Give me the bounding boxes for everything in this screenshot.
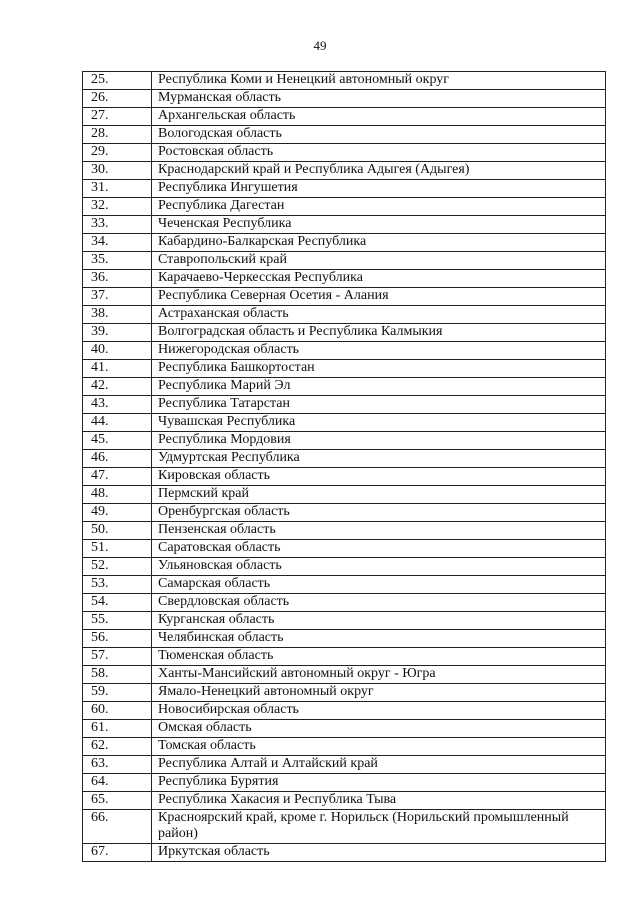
table-row bbox=[83, 558, 606, 576]
table-row bbox=[83, 216, 606, 234]
row-number: 34. bbox=[83, 234, 152, 252]
row-number: 28. bbox=[83, 126, 152, 144]
table-row bbox=[83, 774, 606, 792]
region-name: Ставропольский край bbox=[152, 252, 606, 270]
row-number: 29. bbox=[83, 144, 152, 162]
row-number: 51. bbox=[83, 540, 152, 558]
region-name: Республика Башкортостан bbox=[152, 360, 606, 378]
region-name: Томская область bbox=[152, 738, 606, 756]
row-number: 40. bbox=[83, 342, 152, 360]
region-name: Ханты-Мансийский автономный округ - Югра bbox=[152, 666, 606, 684]
regions-table bbox=[82, 71, 606, 862]
region-name: Чеченская Республика bbox=[152, 216, 606, 234]
table-row bbox=[83, 666, 606, 684]
table-row bbox=[83, 630, 606, 648]
row-number: 54. bbox=[83, 594, 152, 612]
region-name: Республика Алтай и Алтайский край bbox=[152, 756, 606, 774]
table-row bbox=[83, 738, 606, 756]
region-name: Саратовская область bbox=[152, 540, 606, 558]
table-row bbox=[83, 270, 606, 288]
region-name: Республика Хакасия и Республика Тыва bbox=[152, 792, 606, 810]
region-name: Кировская область bbox=[152, 468, 606, 486]
table-row bbox=[83, 234, 606, 252]
table-row bbox=[83, 90, 606, 108]
table-row bbox=[83, 522, 606, 540]
region-name: Астраханская область bbox=[152, 306, 606, 324]
region-name: Омская область bbox=[152, 720, 606, 738]
table-row bbox=[83, 378, 606, 396]
region-name: Республика Коми и Ненецкий автономный округ bbox=[152, 72, 606, 90]
region-name: Кабардино-Балкарская Республика bbox=[152, 234, 606, 252]
table-row bbox=[83, 144, 606, 162]
region-name: Вологодская область bbox=[152, 126, 606, 144]
table-row bbox=[83, 342, 606, 360]
region-name: Республика Мордовия bbox=[152, 432, 606, 450]
table-row bbox=[83, 720, 606, 738]
table-row bbox=[83, 648, 606, 666]
regions-table-body bbox=[83, 72, 606, 862]
table-row bbox=[83, 792, 606, 810]
region-name: Тюменская область bbox=[152, 648, 606, 666]
row-number: 63. bbox=[83, 756, 152, 774]
row-number: 31. bbox=[83, 180, 152, 198]
table-row bbox=[83, 450, 606, 468]
region-name: Челябинская область bbox=[152, 630, 606, 648]
row-number: 30. bbox=[83, 162, 152, 180]
region-name: Курганская область bbox=[152, 612, 606, 630]
table-row bbox=[83, 702, 606, 720]
row-number: 27. bbox=[83, 108, 152, 126]
table-row bbox=[83, 540, 606, 558]
table-row bbox=[83, 162, 606, 180]
table-row bbox=[83, 414, 606, 432]
table-row bbox=[83, 504, 606, 522]
table-row bbox=[83, 198, 606, 216]
row-number: 26. bbox=[83, 90, 152, 108]
region-name: Иркутская область bbox=[152, 844, 606, 862]
row-number: 35. bbox=[83, 252, 152, 270]
table-row bbox=[83, 324, 606, 342]
region-name: Пензенская область bbox=[152, 522, 606, 540]
regions-table-wrapper bbox=[82, 71, 604, 862]
row-number: 46. bbox=[83, 450, 152, 468]
row-number: 56. bbox=[83, 630, 152, 648]
row-number: 44. bbox=[83, 414, 152, 432]
region-name: Карачаево-Черкесская Республика bbox=[152, 270, 606, 288]
row-number: 36. bbox=[83, 270, 152, 288]
region-name: Самарская область bbox=[152, 576, 606, 594]
row-number: 38. bbox=[83, 306, 152, 324]
table-row bbox=[83, 594, 606, 612]
region-name: Свердловская область bbox=[152, 594, 606, 612]
row-number: 59. bbox=[83, 684, 152, 702]
region-name: Красноярский край, кроме г. Норильск (Норильский промышленный район) bbox=[152, 810, 606, 844]
row-number: 43. bbox=[83, 396, 152, 414]
row-number: 52. bbox=[83, 558, 152, 576]
region-name: Республика Татарстан bbox=[152, 396, 606, 414]
region-name: Новосибирская область bbox=[152, 702, 606, 720]
row-number: 67. bbox=[83, 844, 152, 862]
table-row bbox=[83, 576, 606, 594]
table-row bbox=[83, 288, 606, 306]
row-number: 55. bbox=[83, 612, 152, 630]
table-row bbox=[83, 126, 606, 144]
table-row bbox=[83, 72, 606, 90]
row-number: 47. bbox=[83, 468, 152, 486]
row-number: 41. bbox=[83, 360, 152, 378]
row-number: 50. bbox=[83, 522, 152, 540]
region-name: Республика Северная Осетия - Алания bbox=[152, 288, 606, 306]
table-row bbox=[83, 432, 606, 450]
row-number: 60. bbox=[83, 702, 152, 720]
region-name: Республика Марий Эл bbox=[152, 378, 606, 396]
table-row bbox=[83, 810, 606, 844]
row-number: 32. bbox=[83, 198, 152, 216]
row-number: 37. bbox=[83, 288, 152, 306]
row-number: 33. bbox=[83, 216, 152, 234]
row-number: 57. bbox=[83, 648, 152, 666]
region-name: Республика Ингушетия bbox=[152, 180, 606, 198]
region-name: Республика Бурятия bbox=[152, 774, 606, 792]
region-name: Волгоградская область и Республика Калмыкия bbox=[152, 324, 606, 342]
table-row bbox=[83, 486, 606, 504]
region-name: Ямало-Ненецкий автономный округ bbox=[152, 684, 606, 702]
table-row bbox=[83, 756, 606, 774]
row-number: 58. bbox=[83, 666, 152, 684]
row-number: 61. bbox=[83, 720, 152, 738]
region-name: Ульяновская область bbox=[152, 558, 606, 576]
region-name: Оренбургская область bbox=[152, 504, 606, 522]
row-number: 64. bbox=[83, 774, 152, 792]
table-row bbox=[83, 108, 606, 126]
region-name: Архангельская область bbox=[152, 108, 606, 126]
row-number: 53. bbox=[83, 576, 152, 594]
page-number: 49 bbox=[313, 38, 327, 53]
region-name: Ростовская область bbox=[152, 144, 606, 162]
region-name: Республика Дагестан bbox=[152, 198, 606, 216]
region-name: Мурманская область bbox=[152, 90, 606, 108]
row-number: 42. bbox=[83, 378, 152, 396]
table-row bbox=[83, 360, 606, 378]
row-number: 45. bbox=[83, 432, 152, 450]
table-row bbox=[83, 396, 606, 414]
region-name: Нижегородская область bbox=[152, 342, 606, 360]
region-name: Пермский край bbox=[152, 486, 606, 504]
row-number: 25. bbox=[83, 72, 152, 90]
row-number: 49. bbox=[83, 504, 152, 522]
table-row bbox=[83, 468, 606, 486]
table-row bbox=[83, 684, 606, 702]
region-name: Краснодарский край и Республика Адыгея (Адыгея) bbox=[152, 162, 606, 180]
row-number: 66. bbox=[83, 810, 152, 844]
table-row bbox=[83, 252, 606, 270]
table-row bbox=[83, 180, 606, 198]
region-name: Чувашская Республика bbox=[152, 414, 606, 432]
row-number: 48. bbox=[83, 486, 152, 504]
table-row bbox=[83, 612, 606, 630]
table-row bbox=[83, 844, 606, 862]
row-number: 39. bbox=[83, 324, 152, 342]
table-row bbox=[83, 306, 606, 324]
row-number: 65. bbox=[83, 792, 152, 810]
region-name: Удмуртская Республика bbox=[152, 450, 606, 468]
row-number: 62. bbox=[83, 738, 152, 756]
